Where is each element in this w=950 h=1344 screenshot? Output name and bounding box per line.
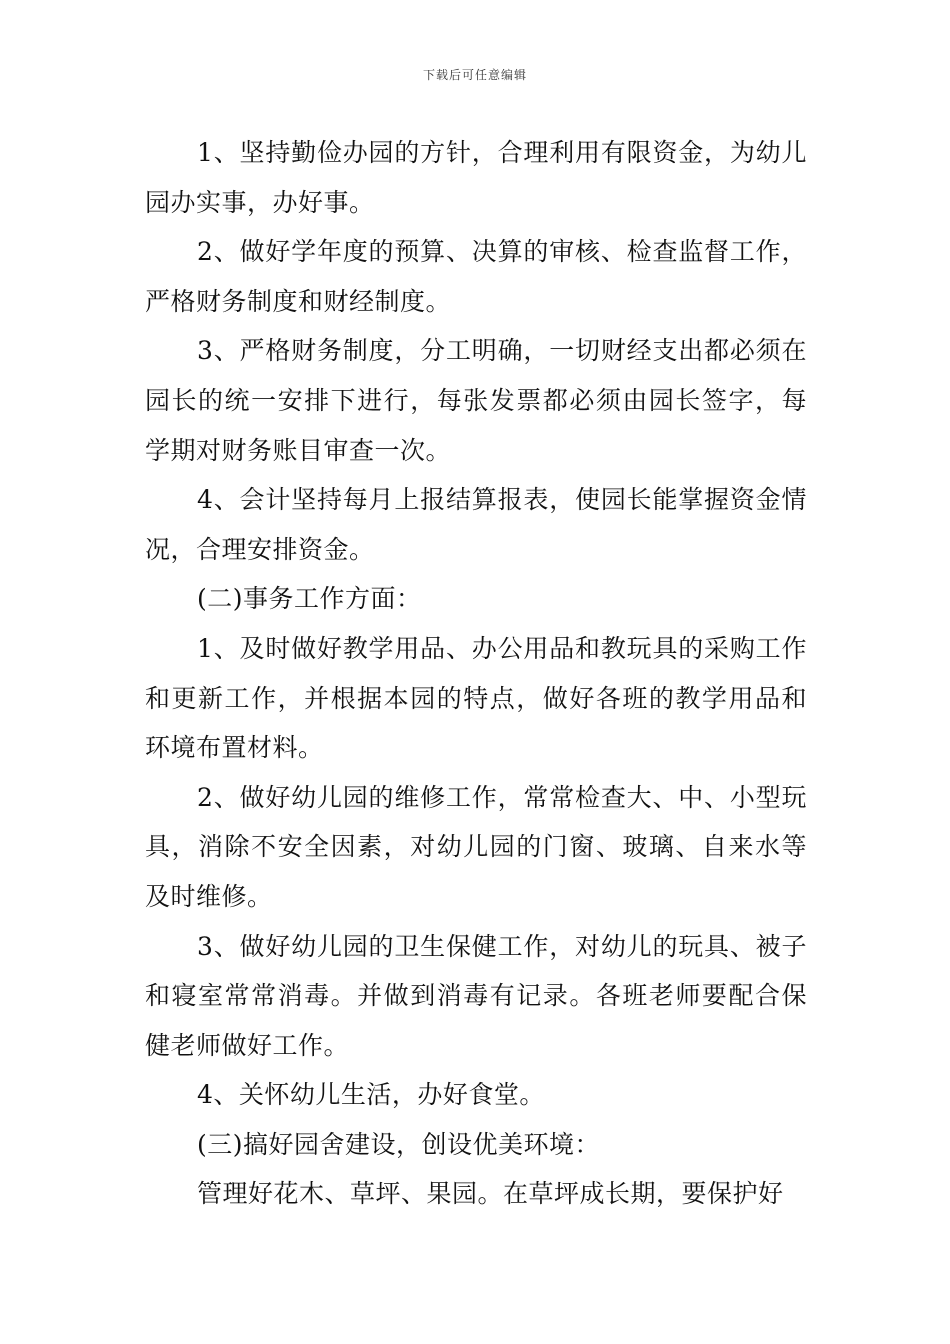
paragraph-affairs-3: 3、做好幼儿园的卫生保健工作，对幼儿的玩具、被子和寝室常常消毒。并做到消毒有记录。各班老师要配合保健老师做好工作。 <box>145 931 807 1060</box>
paragraph-affairs-2: 2、做好幼儿园的维修工作，常常检查大、中、小型玩具，消除不安全因素，对幼儿园的门窗、玻璃、自来水等及时维修。 <box>145 782 807 911</box>
section-heading-environment: (三)搞好园舍建设，创设优美环境： <box>197 1129 601 1159</box>
paragraph-environment-1: 管理好花木、草坪、果园。在草坪成长期，要保护好 <box>197 1179 784 1209</box>
paragraph-affairs-1: 1、及时做好教学用品、办公用品和教玩具的采购工作和更新工作，并根据本园的特点，做好各班的教学用品和环境布置材料。 <box>145 633 807 763</box>
paragraph-affairs-4: 4、关怀幼儿生活，办好食堂。 <box>197 1080 545 1110</box>
page-header: 下载后可任意编辑 <box>422 68 527 82</box>
paragraph-finance-1: 1、坚持勤俭办园的方针，合理利用有限资金，为幼儿园办实事，办好事。 <box>145 138 807 217</box>
paragraph-finance-4: 4、会计坚持每月上报结算报表，使园长能掌握资金情况，合理安排资金。 <box>145 485 807 564</box>
paragraph-finance-2: 2、做好学年度的预算、决算的审核、检查监督工作，严格财务制度和财经制度。 <box>145 237 807 316</box>
document-body <box>145 128 807 1219</box>
paragraph-finance-3: 3、严格财务制度，分工明确，一切财经支出都必须在园长的统一安排下进行，每张发票都必须由园长签字，每学期对财务账目审查一次。 <box>145 336 807 465</box>
section-heading-affairs: (二)事务工作方面： <box>197 584 422 614</box>
